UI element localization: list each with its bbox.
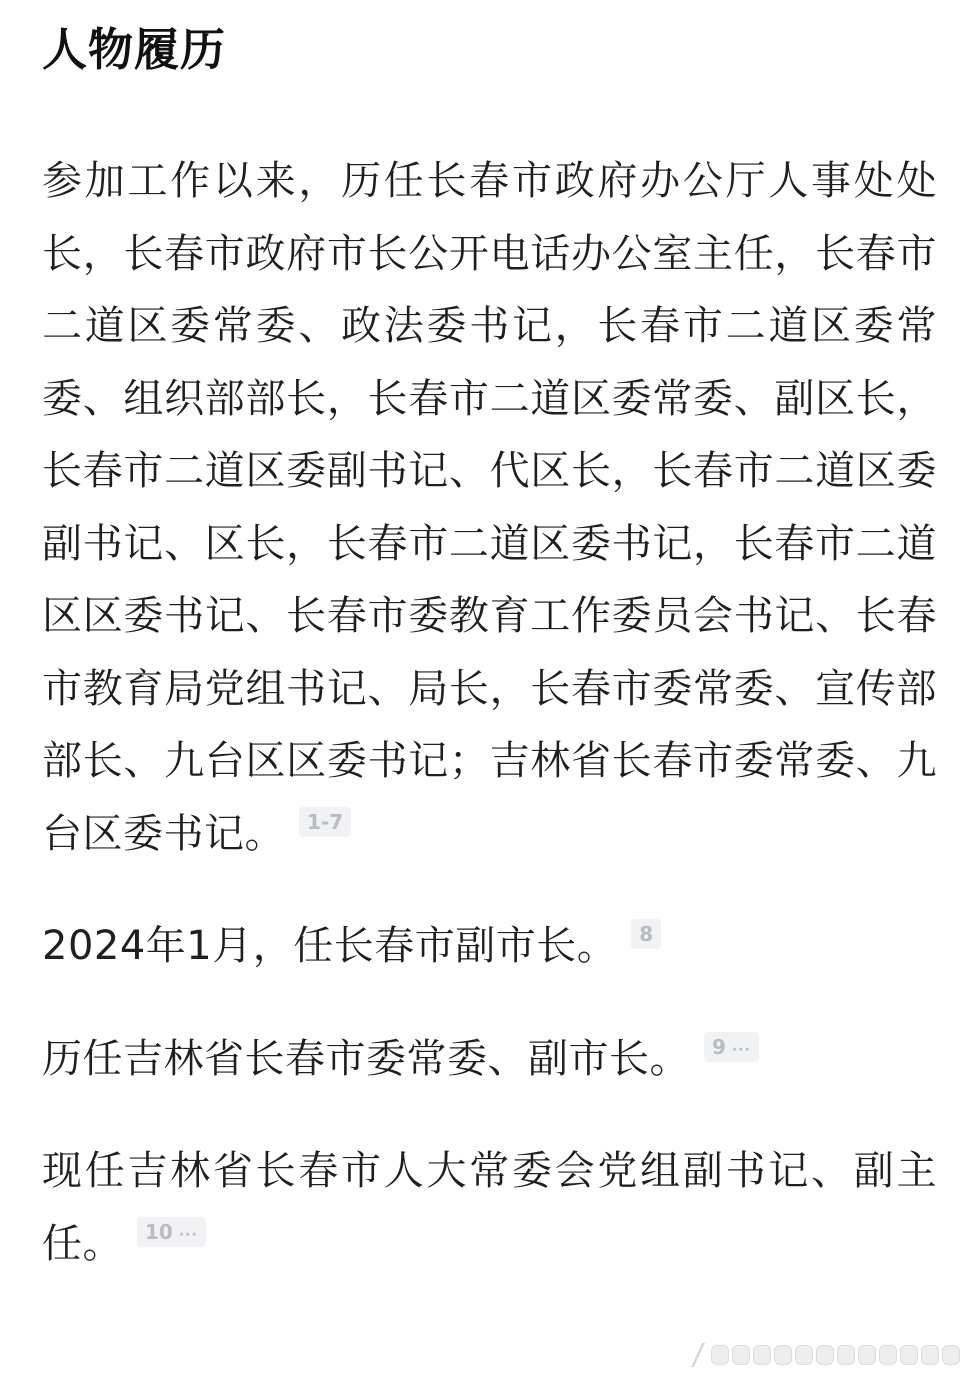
paragraph-standing-committee — [42, 1023, 937, 1096]
section-heading: 人物履历 — [42, 23, 227, 76]
watermark-bars — [711, 1345, 960, 1365]
watermark-bar — [921, 1345, 939, 1365]
paragraph-current-position — [42, 1135, 937, 1280]
watermark-bar — [816, 1345, 834, 1365]
watermark-bar — [795, 1345, 813, 1365]
paragraph-text: 历任吉林省长春市委常委、副市长。 — [42, 1035, 690, 1082]
citation-label: 9 — [712, 1034, 726, 1059]
paragraph-text: 2024年1月，任长春市副市长。 — [42, 923, 618, 969]
watermark-slash — [691, 1343, 705, 1367]
watermark-bar — [753, 1345, 771, 1365]
watermark-bar — [837, 1345, 855, 1365]
citation-label: 1-7 — [307, 809, 344, 834]
citation-more-icon: ··· — [178, 1226, 198, 1243]
article-body — [42, 145, 937, 1320]
citation-label: 10 — [145, 1219, 173, 1244]
paragraph-vice-mayor — [42, 910, 937, 983]
watermark-bar — [942, 1345, 960, 1365]
watermark-bar — [774, 1345, 792, 1365]
citation-badge[interactable] — [704, 1032, 759, 1062]
citation-badge[interactable] — [137, 1217, 206, 1247]
watermark-bar — [858, 1345, 876, 1365]
paragraph-text: 参加工作以来，历任长春市政府办公厅人事处处长，长春市政府市长公开电话办公室主任，长春市二道区委常委、政法委书记，长春市二道区委常委、组织部部长，长春市二道区委常委、副区长，长春市二道区委副书记、代区长，长春市二道区委副书记、区长，长春市二道区委书记，长春市二道区区委书记、长春市委教育工作委员会书记、长春市教育局党组书记、局长，长春市委常委、宣传部部长、九台区区委书记；吉林省长春市委常委、九台区委书记。 — [42, 158, 937, 857]
watermark-bar — [711, 1345, 729, 1365]
watermark-bar — [879, 1345, 897, 1365]
citation-more-icon: ··· — [731, 1041, 751, 1058]
citation-badge[interactable] — [631, 919, 661, 949]
paragraph-text: 现任吉林省长春市人大常委会党组副书记、副主任。 — [42, 1148, 937, 1267]
citation-badge[interactable] — [299, 807, 351, 837]
watermark-bar — [732, 1345, 750, 1365]
weibo-watermark-icon — [691, 1343, 960, 1367]
citation-label: 8 — [639, 922, 654, 946]
watermark-bar — [900, 1345, 918, 1365]
paragraph-career-history — [42, 145, 937, 870]
